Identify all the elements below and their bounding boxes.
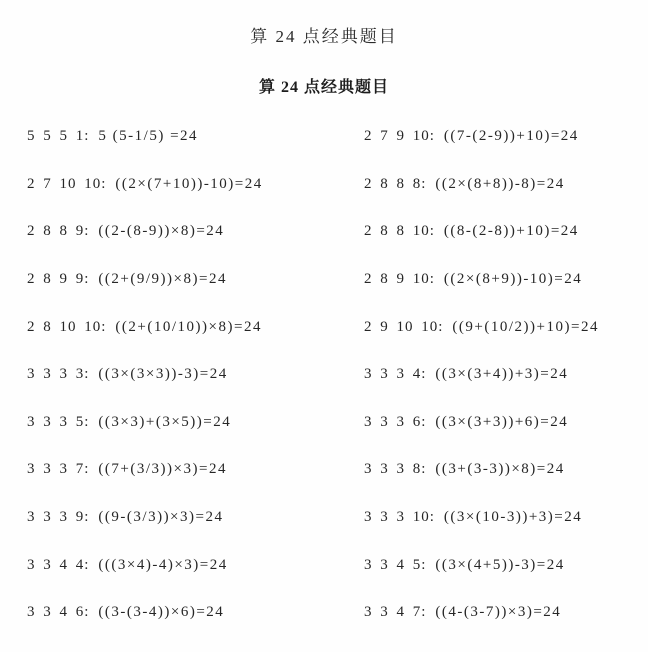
problem-cell: [336, 366, 648, 383]
problem-numbers: 3 3 3 8:: [364, 461, 427, 478]
problem-numbers: 2 9 10 10:: [364, 318, 444, 335]
problem-cell: [0, 176, 336, 193]
problem-row: [0, 113, 648, 161]
problem-solution: ((3×(10-3))+3)=24: [443, 509, 583, 526]
problem-numbers: 3 3 4 4:: [27, 556, 90, 573]
problem-cell: [0, 128, 336, 145]
problem-numbers: 3 3 4 6:: [27, 604, 90, 621]
problem-row: [0, 494, 648, 542]
problem-cell: [336, 271, 648, 288]
problem-numbers: 2 8 8 8:: [364, 175, 427, 192]
problem-solution: ((9-(3/3))×3)=24: [98, 509, 224, 526]
problem-solution: ((3×(4+5))-3)=24: [435, 556, 565, 573]
problem-cell: [0, 461, 336, 478]
problem-solution: ((3-(3-4))×6)=24: [98, 604, 225, 621]
problem-cell: [0, 557, 336, 574]
problem-numbers: 2 7 9 10:: [364, 128, 435, 145]
problem-row: [0, 161, 648, 209]
problem-row: [0, 256, 648, 304]
problem-numbers: 2 8 9 9:: [27, 271, 90, 288]
problem-numbers: 3 3 4 5:: [364, 556, 427, 573]
problem-solution: 5 (5-1/5) =24: [98, 128, 199, 145]
problem-cell: [336, 223, 648, 240]
problem-solution: ((8-(2-8))+10)=24: [443, 223, 579, 240]
page-subtitle: 算 24 点经典题目: [258, 79, 389, 96]
problem-cell: [0, 366, 336, 383]
problem-cell: [336, 557, 648, 574]
problem-cell: [0, 319, 336, 336]
problem-numbers: 3 3 3 9:: [27, 509, 90, 526]
problem-solution: ((2+(9/9))×8)=24: [98, 271, 227, 288]
problem-row: [0, 589, 648, 637]
problem-cell: [336, 461, 648, 478]
problem-numbers: 2 8 10 10:: [27, 318, 107, 335]
problem-solution: ((3×(3+3))+6)=24: [435, 413, 569, 430]
problem-cell: [336, 176, 648, 193]
problem-cell: [0, 271, 336, 288]
problem-row: [0, 208, 648, 256]
problem-solution: ((9+(10/2))+10)=24: [452, 318, 599, 335]
problem-numbers: 3 3 3 6:: [364, 413, 427, 430]
problem-solution: ((3×(3×3))-3)=24: [98, 366, 228, 383]
problem-solution: (((3×4)-4)×3)=24: [98, 556, 228, 573]
problem-cell: [336, 319, 648, 336]
page-title: 算 24 点经典题目: [250, 27, 398, 46]
problem-row: [0, 399, 648, 447]
problem-numbers: 2 7 10 10:: [27, 175, 107, 192]
problem-solution: ((3×(3+4))+3)=24: [435, 366, 569, 383]
problem-solution: ((7+(3/3))×3)=24: [98, 461, 227, 478]
problem-row: [0, 303, 648, 351]
problem-solution: ((4-(3-7))×3)=24: [435, 604, 562, 621]
problem-row: [0, 446, 648, 494]
problem-numbers: 3 3 3 5:: [27, 413, 90, 430]
problem-cell: [0, 509, 336, 526]
problem-numbers: 2 8 9 10:: [364, 271, 435, 288]
problem-numbers: 3 3 4 7:: [364, 604, 427, 621]
problem-solution: ((2×(8+8))-8)=24: [435, 175, 565, 192]
problem-list: [0, 113, 648, 637]
problem-solution: ((7-(2-9))+10)=24: [443, 128, 579, 145]
problem-row: [0, 541, 648, 589]
problem-row: [0, 351, 648, 399]
problem-cell: [336, 509, 648, 526]
problem-solution: ((2×(8+9))-10)=24: [443, 271, 583, 288]
problem-solution: ((3+(3-3))×8)=24: [435, 461, 565, 478]
problem-numbers: 3 3 3 4:: [364, 366, 427, 383]
problem-cell: [336, 604, 648, 621]
problem-solution: ((2-(8-9))×8)=24: [98, 223, 225, 240]
problem-numbers: 3 3 3 7:: [27, 461, 90, 478]
problem-numbers: 2 8 8 10:: [364, 223, 435, 240]
problem-cell: [0, 604, 336, 621]
problem-numbers: 5 5 5 1:: [27, 128, 90, 145]
problem-numbers: 3 3 3 3:: [27, 366, 90, 383]
problem-cell: [336, 414, 648, 431]
problem-cell: [0, 223, 336, 240]
problem-numbers: 2 8 8 9:: [27, 223, 90, 240]
problem-solution: ((3×3)+(3×5))=24: [98, 413, 232, 430]
problem-solution: ((2+(10/10))×8)=24: [115, 318, 262, 335]
problem-numbers: 3 3 3 10:: [364, 509, 435, 526]
problem-solution: ((2×(7+10))-10)=24: [115, 175, 263, 192]
problem-cell: [0, 414, 336, 431]
problem-cell: [336, 128, 648, 145]
